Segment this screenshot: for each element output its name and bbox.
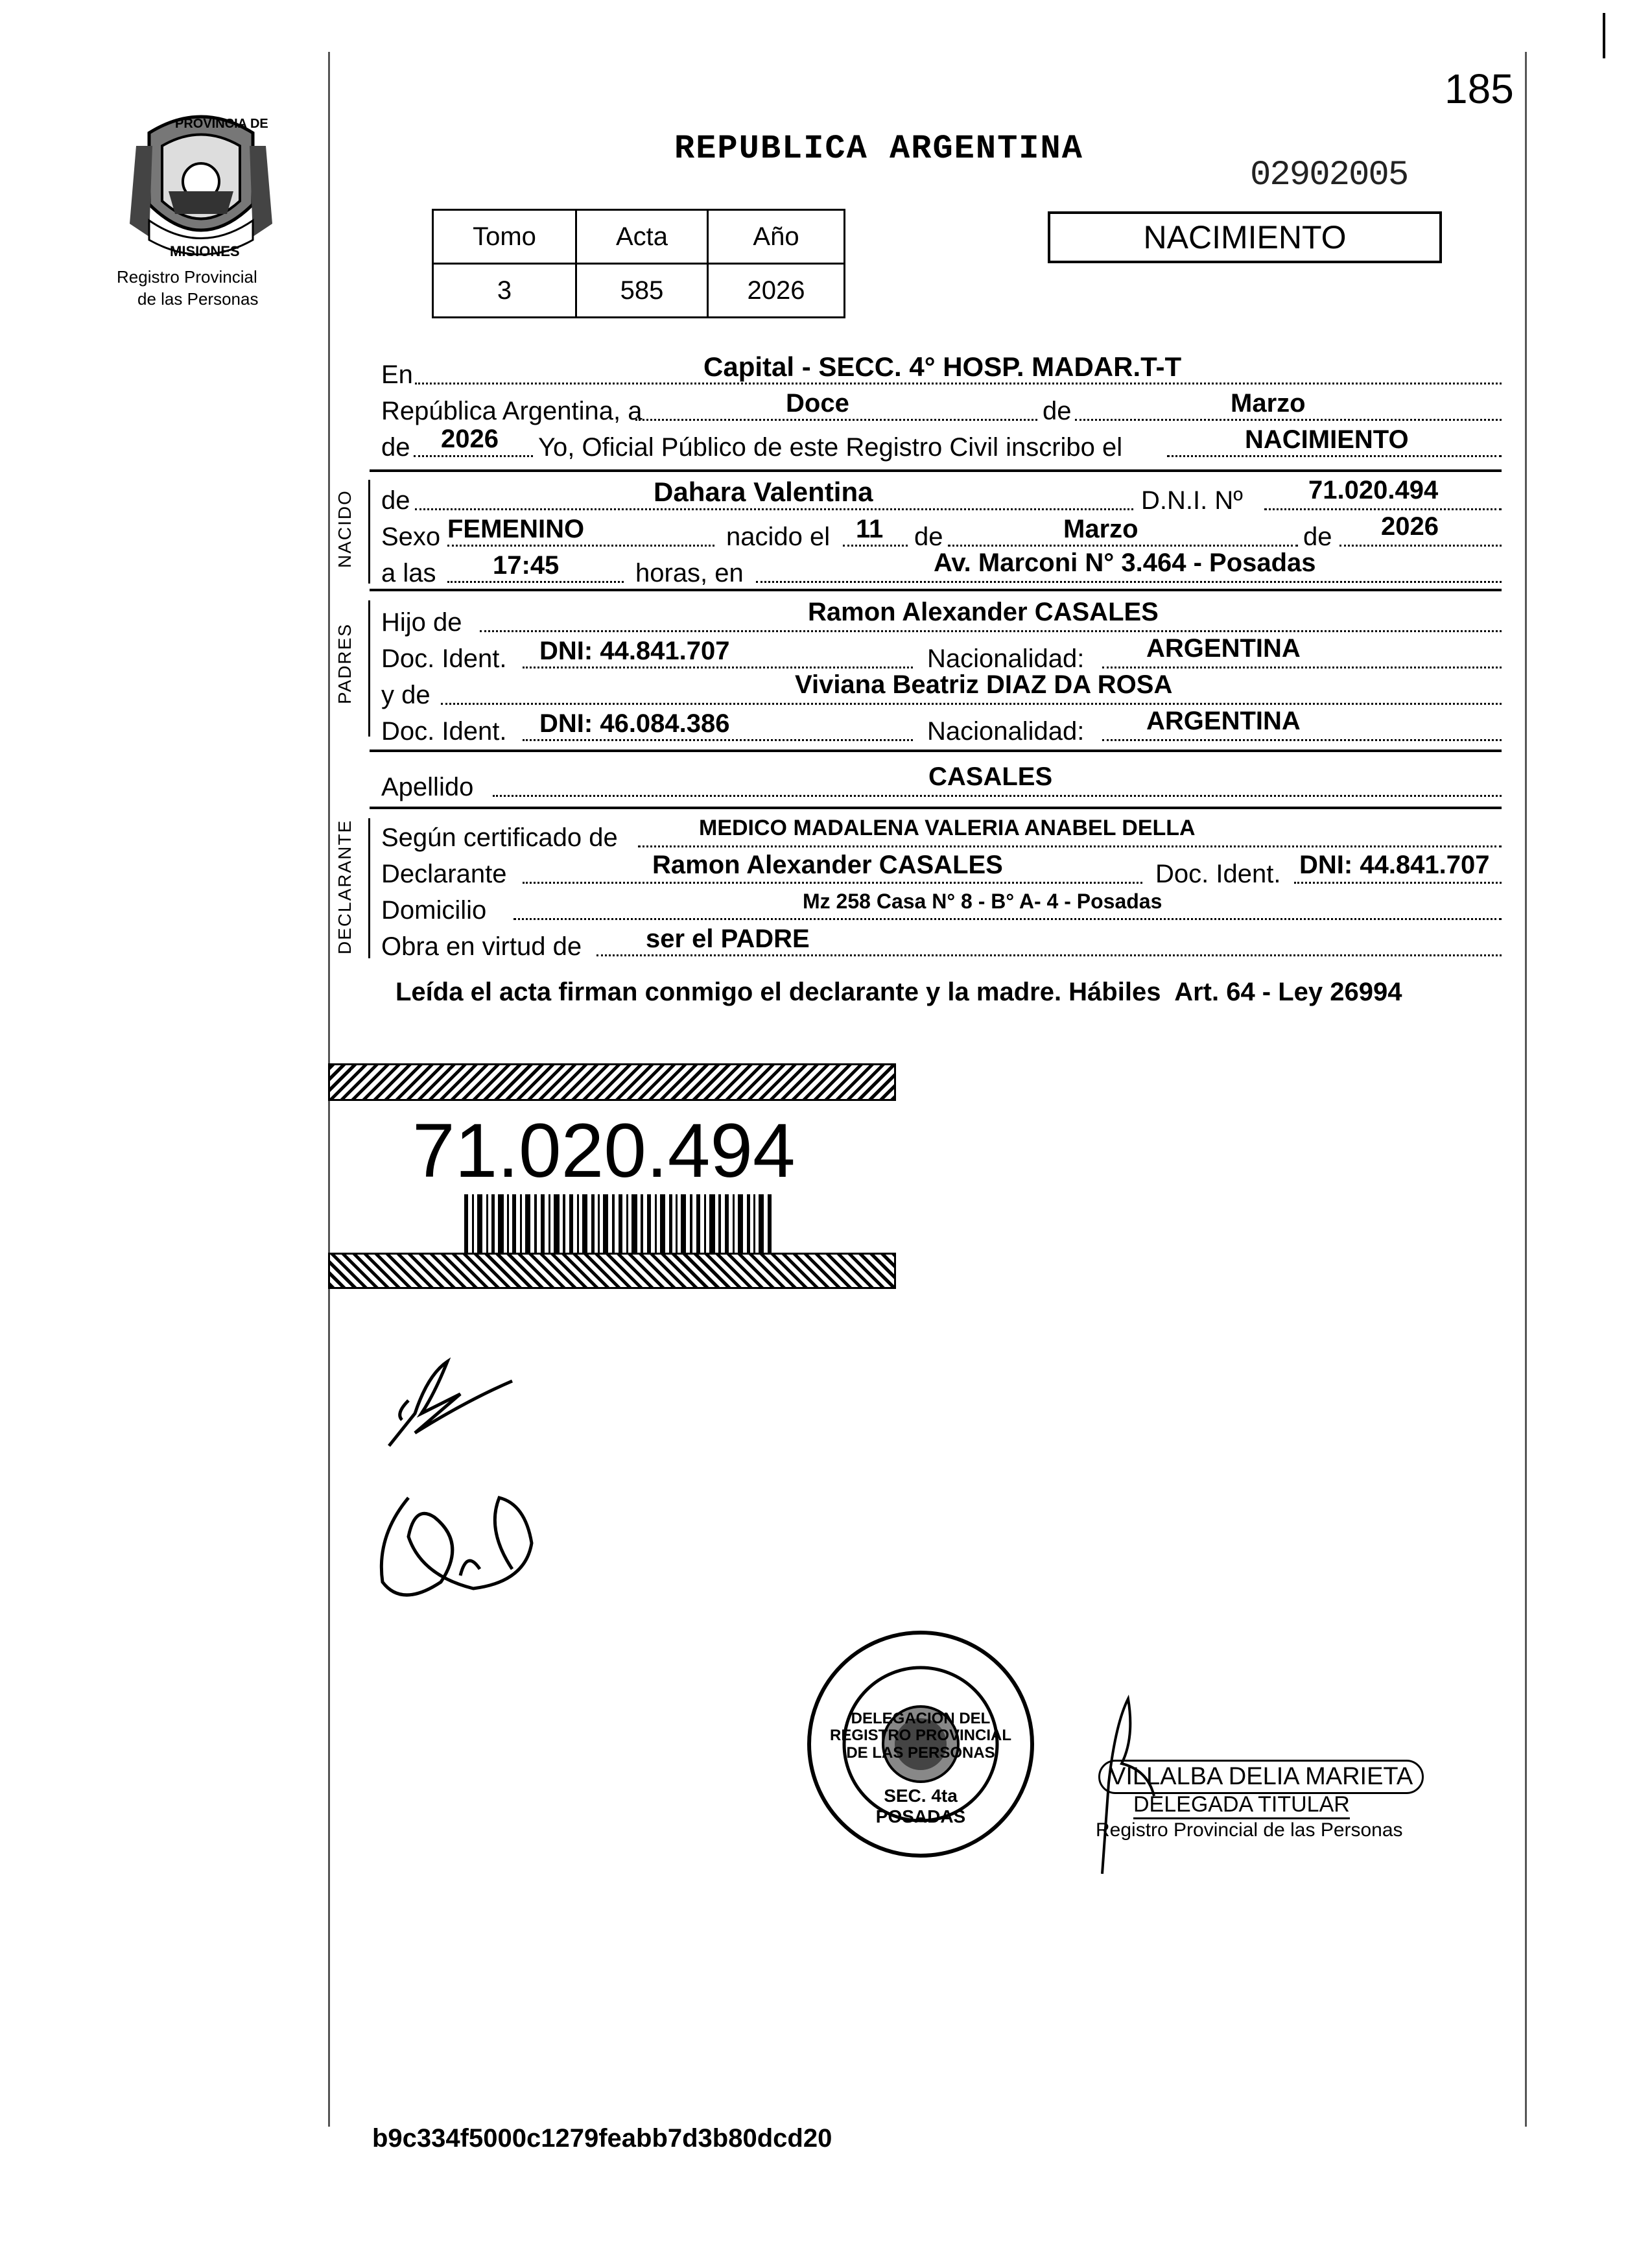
dots-address <box>513 918 1502 920</box>
dots-mother-nat <box>1102 739 1502 741</box>
label-obra: Obra en virtud de <box>381 932 582 961</box>
dots-father-nat <box>1102 667 1502 668</box>
label-doc-ident3: Doc. Ident. <box>1155 860 1281 888</box>
official-title: DELEGADA TITULAR <box>1133 1792 1350 1819</box>
dots-day <box>635 419 1037 421</box>
dots-birth-year <box>1339 545 1502 547</box>
label-dni: D.N.I. Nº <box>1141 486 1243 515</box>
page-title: REPUBLICA ARGENTINA <box>674 130 1083 168</box>
value-mother-doc: DNI: 46.084.386 <box>539 709 730 738</box>
dots-father-doc <box>523 667 913 668</box>
value-birth-day: 11 <box>856 515 884 543</box>
official-registry: Registro Provincial de las Personas <box>1096 1819 1403 1841</box>
dots-sex <box>447 545 714 547</box>
value-father-nat: ARGENTINA <box>1146 634 1301 663</box>
label-de-year: de <box>381 433 410 462</box>
document-type: NACIMIENTO <box>1143 219 1347 255</box>
official-name: VILLALBA DELIA MARIETA <box>1098 1760 1424 1794</box>
label-de-name: de <box>381 486 410 515</box>
value-father: Ramon Alexander CASALES <box>808 598 1159 626</box>
seal-text-top: PROVINCIA DE <box>175 117 268 131</box>
dots-time <box>447 581 624 583</box>
value-certificate: MEDICO MADALENA VALERIA ANABEL DELLA <box>699 816 1196 840</box>
value-tomo: 3 <box>433 264 576 318</box>
label-en: En <box>381 360 413 389</box>
value-address: Mz 258 Casa N° 8 - B° A- 4 - Posadas <box>803 890 1162 913</box>
value-place: Capital - SECC. 4° HOSP. MADAR.T-T <box>703 351 1182 382</box>
value-mother-nat: ARGENTINA <box>1146 707 1301 735</box>
dots-declarant-doc <box>1294 882 1502 884</box>
declarante-bracket <box>368 818 370 958</box>
value-anio: 2026 <box>708 264 845 318</box>
dni-big-number: 71.020.494 <box>412 1108 796 1194</box>
dots-mother-doc <box>523 739 913 741</box>
dots-surname <box>493 795 1502 797</box>
dots-dni <box>1264 508 1502 510</box>
barcode <box>464 1194 775 1253</box>
value-father-doc: DNI: 44.841.707 <box>539 637 730 665</box>
statement-text: Leída el acta firman conmigo el declarante y la madre. Hábiles Art. 64 - Ley 26994 <box>395 978 1402 1006</box>
value-surname: CASALES <box>928 762 1053 791</box>
dots-event <box>1167 455 1502 457</box>
signature-declarant <box>370 1478 551 1608</box>
divider-3 <box>370 750 1502 752</box>
dots-mother <box>441 703 1502 705</box>
divider-2 <box>370 589 1502 591</box>
document-type-box <box>1048 211 1442 263</box>
dots-certificate <box>638 845 1502 847</box>
dots-name <box>415 508 1133 510</box>
label-nacido-el: nacido el <box>726 523 831 551</box>
label-republica: República Argentina, a <box>381 397 643 425</box>
dots-birth-place <box>756 581 1502 583</box>
label-doc-ident2: Doc. Ident. <box>381 717 507 746</box>
label-de-month: de <box>914 523 943 551</box>
label-nacionalidad2: Nacionalidad: <box>927 717 1085 746</box>
value-event: NACIMIENTO <box>1245 425 1409 454</box>
value-year-reg: 2026 <box>441 425 499 453</box>
label-apellido: Apellido <box>381 773 474 801</box>
divider-4 <box>370 807 1502 809</box>
label-nacionalidad: Nacionalidad: <box>927 644 1085 673</box>
registry-caption-1: Registro Provincial <box>117 267 257 287</box>
value-birth-year: 2026 <box>1381 512 1439 541</box>
dots-father <box>480 630 1502 632</box>
value-month-reg: Marzo <box>1231 389 1306 418</box>
signature-official <box>376 1336 525 1465</box>
corner-mark <box>1603 13 1605 58</box>
seal-outer-text: DELEGACION DEL REGISTRO PROVINCIAL DE LAS PERSONAS <box>829 1710 1012 1762</box>
value-declarant-doc: DNI: 44.841.707 <box>1299 851 1490 879</box>
barcode-sticker-top-border <box>328 1063 896 1101</box>
label-declarante: Declarante <box>381 860 507 888</box>
dots-year <box>414 455 533 457</box>
dots-month <box>1075 419 1502 421</box>
side-label-declarante: DECLARANTE <box>335 819 355 954</box>
label-domicilio: Domicilio <box>381 896 487 925</box>
side-label-nacido: NACIDO <box>335 490 355 568</box>
barcode-sticker-bottom-border <box>328 1253 896 1289</box>
value-birth-month: Marzo <box>1063 515 1138 543</box>
page-number: 185 <box>1445 65 1514 112</box>
value-acta: 585 <box>576 264 708 318</box>
label-de-year2: de <box>1303 523 1332 551</box>
label-horas-en: horas, en <box>635 559 744 587</box>
divider-1 <box>370 469 1502 472</box>
header-tomo: Tomo <box>433 210 576 264</box>
dots-declarant <box>523 882 1142 884</box>
label-de: de <box>1043 397 1072 425</box>
value-mother: Viviana Beatriz DIAZ DA ROSA <box>795 670 1173 699</box>
dots-reason <box>596 954 1502 956</box>
padres-bracket <box>368 600 370 737</box>
side-label-padres: PADRES <box>335 622 355 704</box>
dots-birth-day <box>843 545 908 547</box>
header-acta: Acta <box>576 210 708 264</box>
value-name: Dahara Valentina <box>654 477 873 507</box>
value-reason: ser el PADRE <box>646 925 810 953</box>
serial-number: 02902005 <box>1250 156 1408 195</box>
registry-caption-2: de las Personas <box>137 289 259 309</box>
nacido-bracket <box>368 480 370 584</box>
value-birth-time: 17:45 <box>493 551 560 580</box>
header-anio: Año <box>708 210 845 264</box>
record-table <box>432 209 845 318</box>
label-yo: Yo, Oficial Público de este Registro Civil inscribo el <box>538 433 1123 462</box>
document-hash: b9c334f5000c1279feabb7d3b80dcd20 <box>372 2124 832 2153</box>
label-segun: Según certificado de <box>381 823 618 852</box>
label-a-las: a las <box>381 559 436 587</box>
dots-birth-month <box>948 545 1298 547</box>
label-doc-ident: Doc. Ident. <box>381 644 507 673</box>
value-dni: 71.020.494 <box>1308 476 1439 504</box>
right-frame-line <box>1525 52 1527 2127</box>
dots-place <box>415 383 1502 384</box>
label-y-de: y de <box>381 681 431 709</box>
value-day-words: Doce <box>786 389 849 418</box>
value-birth-place: Av. Marconi N° 3.464 - Posadas <box>934 549 1316 577</box>
seal-inner-text: SEC. 4ta POSADAS <box>875 1786 966 1826</box>
seal-text-bottom: MISIONES <box>170 243 240 259</box>
value-sex: FEMENINO <box>447 515 585 543</box>
label-sexo: Sexo <box>381 523 441 551</box>
label-hijo-de: Hijo de <box>381 608 462 637</box>
value-declarant: Ramon Alexander CASALES <box>652 851 1003 879</box>
